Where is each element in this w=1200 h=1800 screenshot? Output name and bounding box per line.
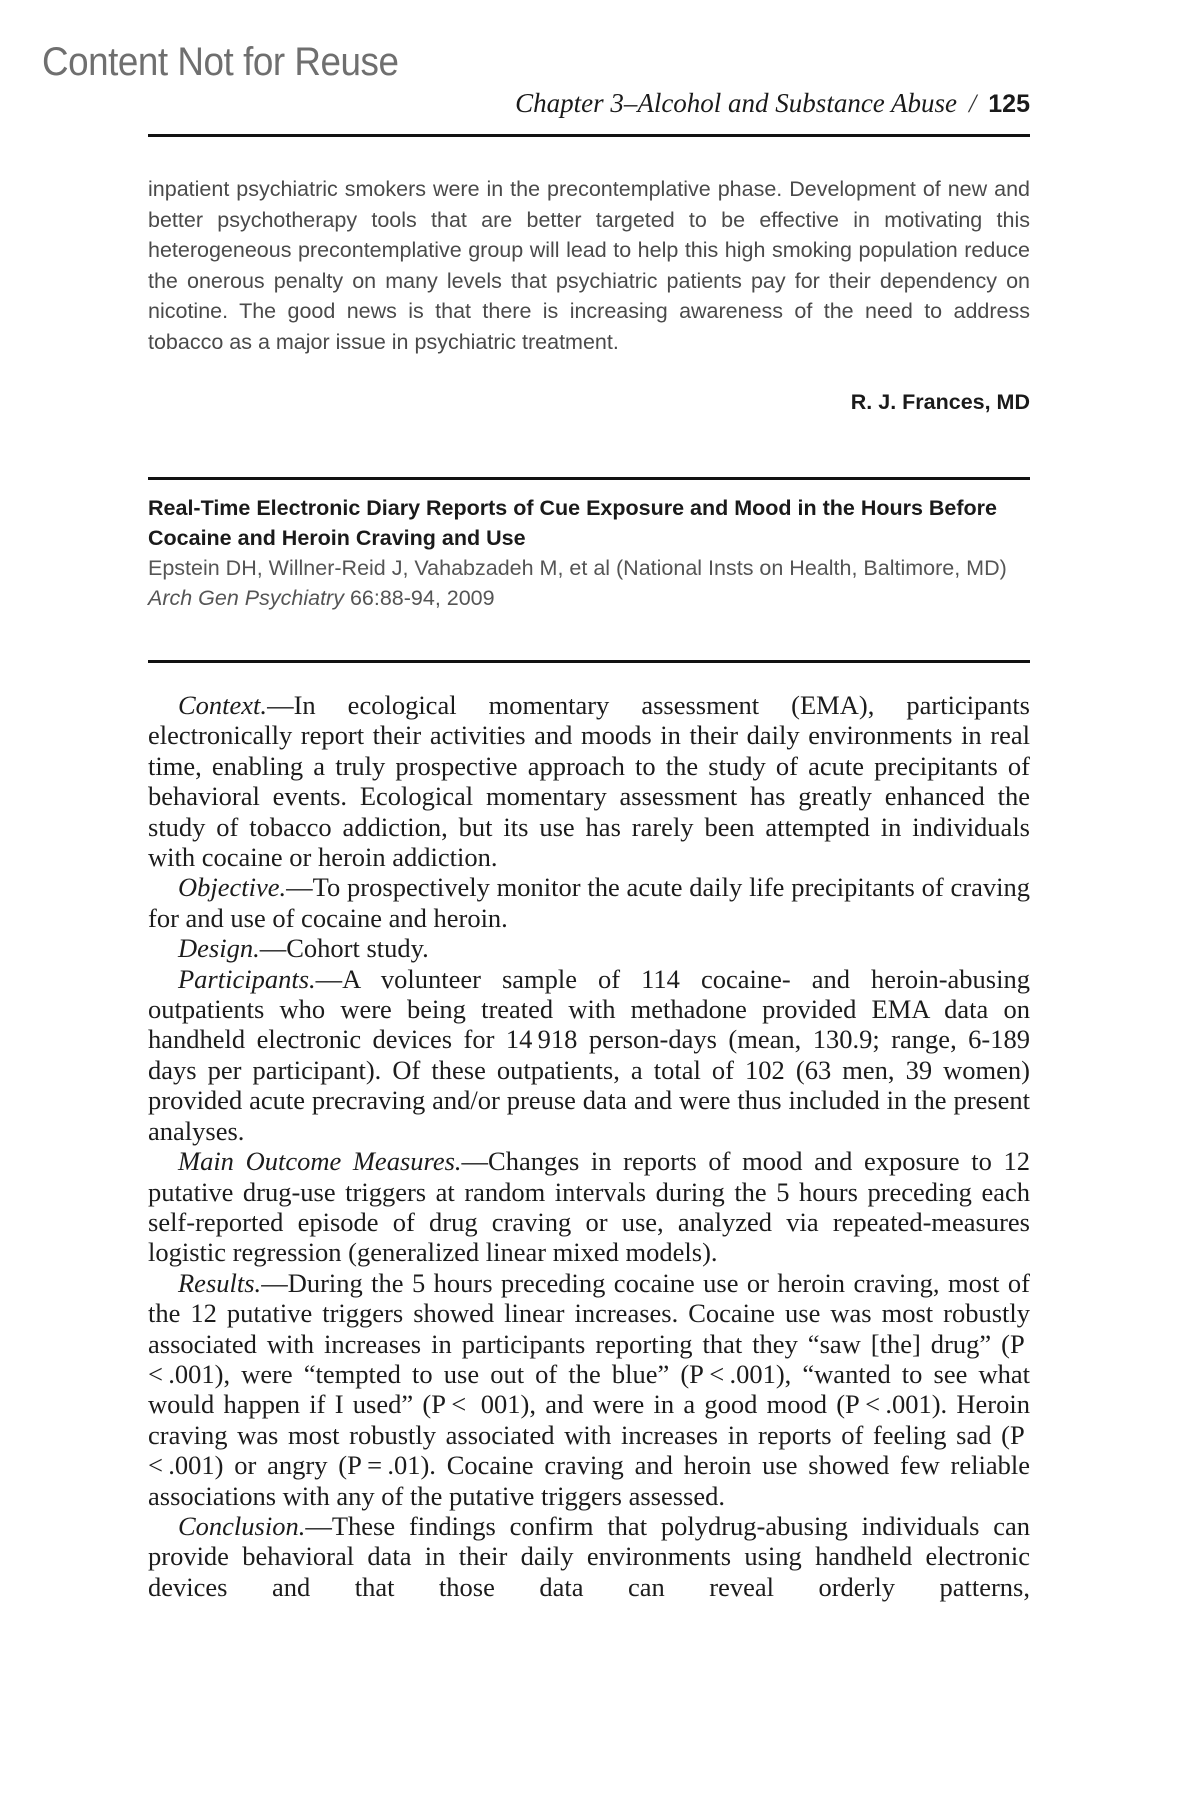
section-label: Context. (178, 690, 268, 720)
page-number: 125 (988, 90, 1030, 118)
abstract-design (148, 933, 1030, 963)
citation-bottom-rule (148, 660, 1030, 663)
abstract-objective (148, 872, 1030, 933)
journal-reference: 66:88-94, 2009 (343, 586, 495, 610)
watermark: Content Not for Reuse (42, 40, 399, 84)
header-rule (148, 134, 1030, 137)
article-journal (148, 583, 1030, 613)
abstract-conclusion (148, 1511, 1030, 1602)
section-text: —Changes in reports of mood and exposure to 12 putative drug-use triggers at random intervals during the 5 hours preceding each self-reported episode of drug craving or use, analyzed via repeated-measures logistic regression (generalized linear mixed models). (148, 1146, 1031, 1268)
section-label: Objective. (178, 872, 287, 903)
article-citation (148, 493, 1030, 613)
section-text: —A volunteer sample of 114 cocaine- and heroin-abusing outpatients who were being treated with methadone provided EMA data on handheld electronic devices for 14 918 person-days (mean, 130.9; range, 6-189 days per participant). Of these outpatients, a total of 102 (63 men, 39 women) provided acute precraving and/or preuse data and were thus included in the present analyses. (148, 963, 1030, 1146)
running-head-separator: / (969, 89, 977, 118)
journal-name: Arch Gen Psychiatry (148, 586, 344, 610)
commentary-signature: R. J. Frances, MD (850, 390, 1030, 414)
chapter-title: Chapter 3–Alcohol and Substance Abuse (515, 88, 958, 118)
abstract-main-outcome-measures (148, 1146, 1030, 1268)
abstract (148, 690, 1030, 1602)
section-label: Results. (178, 1267, 262, 1298)
section-text: —These findings confirm that polydrug-abusing individuals can provide behavioral data in their daily environments using handheld electronic devices and that those data can reveal orderly patterns, (148, 1510, 1030, 1602)
section-text: —In ecological momentary assessment (EMA), participants electronically report their activities and moods in their daily environments in real time, enabling a truly prospective approach to the study of acute precipitants of behavioral events. Ecological momentary assessment has greatly enhanced the study of tobacco addiction, but its use has rarely been attempted in individuals with cocaine or heroin addiction. (148, 690, 1030, 873)
running-head (515, 88, 1030, 119)
section-label: Design. (178, 933, 260, 964)
section-label: Main Outcome Measures. (178, 1146, 462, 1177)
abstract-participants (148, 964, 1030, 1146)
citation-top-rule (148, 477, 1030, 480)
article-title: Real-Time Electronic Diary Reports of Cue Exposure and Mood in the Hours Before Cocaine and Heroin Craving and Use (148, 496, 998, 550)
section-text: —To prospectively monitor the acute daily life precipitants of craving for and use of cocaine and heroin. (148, 872, 1030, 933)
article-authors: Epstein DH, Willner-Reid J, Vahabzadeh M, et al (National Insts on Health, Baltimore, MD) (148, 556, 1007, 580)
section-label: Participants. (178, 963, 316, 994)
abstract-results (148, 1268, 1030, 1511)
abstract-context (148, 690, 1030, 872)
section-text: —Cohort study. (259, 933, 429, 964)
section-label: Conclusion. (178, 1510, 306, 1541)
section-text: —During the 5 hours preceding cocaine use or heroin craving, most of the 12 putative triggers showed linear increases. Cocaine use was most robustly associated with increases in participants reporting that they “saw [the] drug” (P < .001), were “tempted to use out of the blue” (P < .001), “wanted to see what would happen if I used” (P < 001), and were in a good mood (P < .001). Heroin craving was most robustly associated with increases in reports of feeling sad (P < .001) or angry (P = .01). Cocaine craving and heroin use showed few reliable associations with any of the putative triggers assessed. (148, 1267, 1030, 1511)
previous-commentary-text: inpatient psychiatric smokers were in the precontemplative phase. Development of new and better psychotherapy tools that are better targeted to be effective in motivating this heterogeneous precontemplative group will lead to help this high smoking population reduce the onerous penalty on many levels that psychiatric patients pay for their dependency on nicotine. The good news is that there is increasing awareness of the need to address tobacco as a major issue in psychiatric treatment. (148, 177, 1030, 354)
